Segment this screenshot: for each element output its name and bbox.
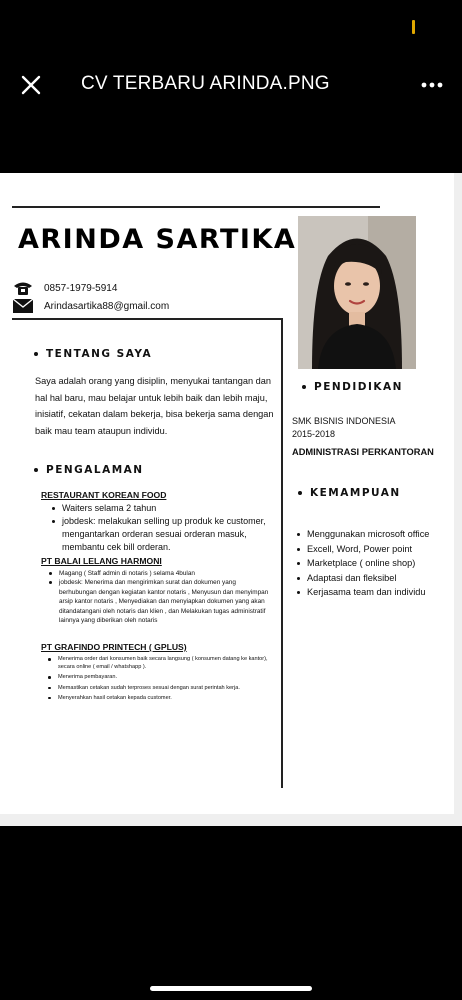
job-title: RESTAURANT KOREAN FOOD bbox=[41, 490, 167, 500]
list-item: jobdesk: Menerima dan mengirimkan surat dan dokumen yang berhubungan dengan kegiatan kantor notaris , Menyusun dan menyimpan arsip kantor notaris , Menyediakan dan menyiapkan dokumen yang akan ditandatangani oleh notaris dan klien , dan Melakukan tugas administratif lainnya yang diberikan oleh notaris bbox=[49, 578, 271, 625]
telephone-icon bbox=[12, 280, 34, 296]
job-title: PT BALAI LELANG HARMONI bbox=[41, 556, 162, 566]
experience-heading: PENGALAMAN bbox=[34, 464, 144, 476]
status-indicator bbox=[412, 20, 415, 34]
list-item: Marketplace ( online shop) bbox=[297, 556, 447, 571]
about-heading: TENTANG SAYA bbox=[34, 348, 152, 360]
list-item: Magang ( Staff admin di notaris ) selama 4bulan bbox=[49, 569, 271, 578]
cv-name: ARINDA SARTIKA bbox=[18, 224, 297, 255]
education-heading: PENDIDIKAN bbox=[302, 381, 403, 393]
list-item: Excell, Word, Power point bbox=[297, 542, 447, 557]
school-years: 2015-2018 bbox=[292, 429, 336, 439]
viewer-header bbox=[0, 60, 462, 110]
list-item: Waiters selama 2 tahun bbox=[52, 502, 278, 515]
list-item: Menggunakan microsoft office bbox=[297, 527, 447, 542]
close-button[interactable] bbox=[18, 72, 44, 98]
job-duties bbox=[49, 569, 271, 625]
about-text: Saya adalah orang yang disiplin, menyukai tantangan dan hal hal baru, mau belajar untuk lebih baik dan lebih maju, inisiatif, cekatan dalam bekerja, bisa bekerja sama dengan baik mau team ataupun individu. bbox=[35, 376, 274, 436]
school-name: SMK BISNIS INDONESIA bbox=[292, 416, 396, 426]
more-options-button[interactable] bbox=[420, 73, 444, 97]
list-item: Kerjasama team dan individu bbox=[297, 585, 447, 600]
job-title: PT GRAFINDO PRINTECH ( GPLUS) bbox=[41, 642, 187, 652]
major: ADMINISTRASI PERKANTORAN bbox=[292, 447, 434, 457]
skills-list bbox=[297, 527, 447, 600]
list-item: Menerima order dari konsumen baik secara langsung ( konsumen datang ke kantor), secara online ( email / whatshapp ). bbox=[48, 655, 273, 671]
home-indicator[interactable] bbox=[150, 986, 312, 991]
header-divider bbox=[12, 206, 380, 208]
job-duties bbox=[52, 502, 278, 554]
email-row bbox=[12, 297, 169, 315]
phone-number: 0857-1979-5914 bbox=[44, 282, 118, 294]
list-item: Adaptasi dan fleksibel bbox=[297, 571, 447, 586]
phone-row bbox=[12, 279, 117, 297]
list-item: Menyerahkan hasil cetakan kepada customer. bbox=[48, 694, 273, 702]
list-item: jobdesk: melakukan selling up produk ke customer, mengantarkan orderan sesuai orderan masuk, membantu cek bill orderan. bbox=[52, 515, 278, 554]
close-icon bbox=[18, 72, 44, 98]
job-duties bbox=[48, 655, 273, 704]
list-item: Menerima pembayaran. bbox=[48, 673, 273, 681]
email-address: Arindasartika88@gmail.com bbox=[44, 300, 170, 312]
more-horizontal-icon bbox=[420, 73, 444, 97]
file-title: CV TERBARU ARINDA.PNG bbox=[81, 73, 330, 94]
envelope-icon bbox=[12, 298, 34, 314]
section-divider bbox=[12, 318, 282, 320]
skills-heading: KEMAMPUAN bbox=[298, 487, 401, 499]
column-divider bbox=[281, 318, 283, 788]
cv-document bbox=[0, 173, 454, 814]
profile-photo bbox=[298, 216, 416, 369]
list-item: Memastikan cetakan sudah terproses sesuai dengan surat perintah kerja. bbox=[48, 684, 273, 692]
image-viewer[interactable] bbox=[0, 173, 462, 826]
